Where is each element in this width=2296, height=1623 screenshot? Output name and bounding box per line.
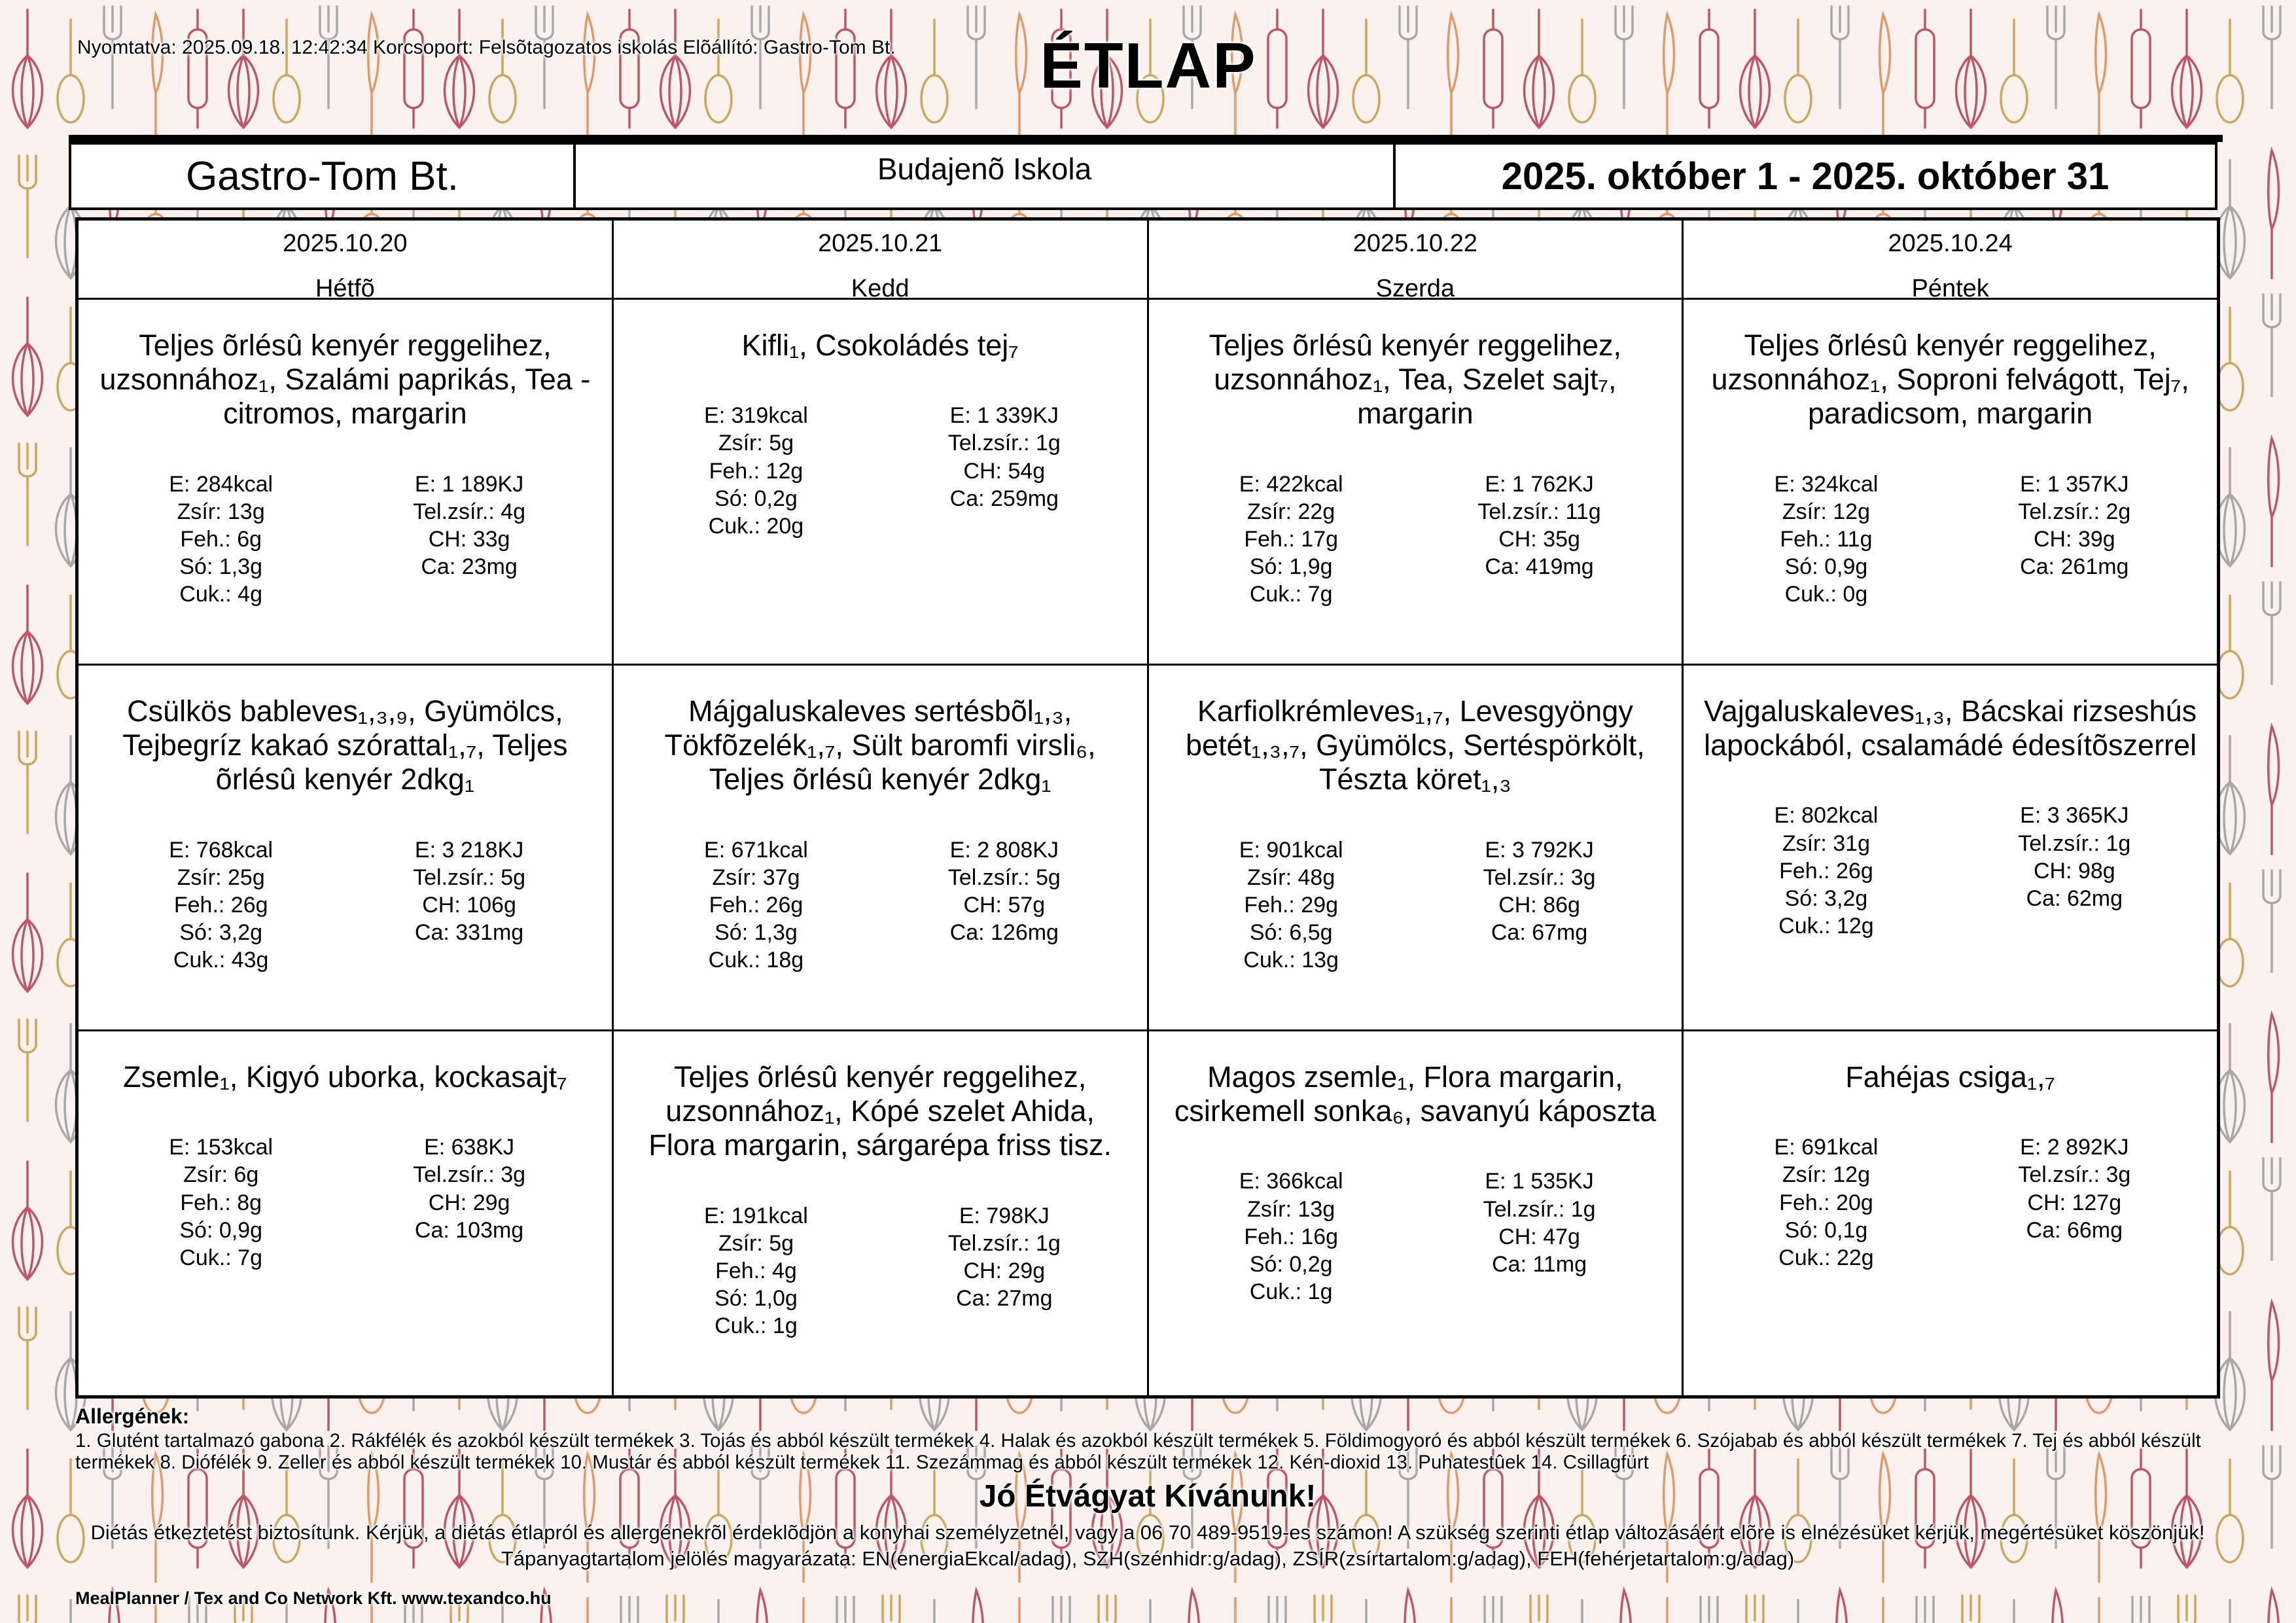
meal-title: Csülkös bableves₁,₃,₉, Gyümölcs, Tejbegríz kakaó szórattal₁,₇, Teljes õrlésû kenyér 2dkg₁ bbox=[122, 694, 568, 796]
menu-row-lunch bbox=[79, 666, 2217, 1031]
nutrition-line: E: 768kcal bbox=[169, 837, 274, 863]
nutrition-line: Feh.: 4g bbox=[715, 1258, 797, 1283]
nutrition-line: Só: 1,3g bbox=[179, 554, 263, 580]
day-header-tuesday bbox=[614, 221, 1149, 302]
period-box bbox=[1393, 142, 2217, 210]
nutrition-right bbox=[880, 1202, 1128, 1340]
nutrition-line: Zsír: 13g bbox=[177, 499, 265, 524]
nutrition-line: E: 366kcal bbox=[1239, 1169, 1343, 1194]
nutrition-line: Ca: 11mg bbox=[1492, 1251, 1587, 1277]
nutrition-line: Zsír: 5g bbox=[718, 431, 794, 456]
nutrition-line: E: 2 808KJ bbox=[949, 837, 1059, 863]
nutrition-line: Cuk.: 1g bbox=[715, 1313, 798, 1339]
nutrition-block bbox=[632, 836, 1129, 974]
nutrition-line: E: 319kcal bbox=[704, 403, 808, 429]
day-name: Péntek bbox=[1911, 275, 1989, 302]
nutrition-right bbox=[345, 1133, 593, 1272]
nutrition-line: CH: 98g bbox=[2033, 858, 2115, 883]
nutrition-line: Cuk.: 7g bbox=[1249, 582, 1333, 607]
nutrition-block bbox=[1702, 802, 2199, 940]
nutrition-right bbox=[1951, 471, 2199, 609]
nutrition-right bbox=[1415, 471, 1663, 609]
nutrition-line: CH: 33g bbox=[428, 526, 510, 552]
menu-cell bbox=[614, 666, 1149, 1029]
day-header-monday bbox=[79, 221, 614, 302]
day-header-wednesday bbox=[1149, 221, 1684, 302]
meal-title: Teljes õrlésû kenyér reggelihez, uzsonnához₁, Tea, Szelet sajt₇, margarin bbox=[1209, 329, 1622, 431]
nutrition-line: Cuk.: 22g bbox=[1778, 1245, 1874, 1270]
nutrition-line: CH: 29g bbox=[428, 1190, 510, 1215]
nutrition-line: E: 3 365KJ bbox=[2020, 803, 2129, 829]
menu-cell bbox=[1684, 666, 2217, 1029]
nutrition-line: Ca: 103mg bbox=[414, 1217, 524, 1243]
menu-row-breakfast bbox=[79, 300, 2217, 666]
nutrition-block bbox=[1702, 1133, 2199, 1272]
nutrition-block bbox=[97, 836, 593, 974]
nutrition-line: E: 691kcal bbox=[1774, 1135, 1879, 1160]
nutrition-left bbox=[1167, 471, 1415, 609]
nutrition-right bbox=[1951, 1133, 2199, 1272]
nutrition-line: Feh.: 26g bbox=[1779, 858, 1873, 883]
nutrition-left bbox=[1702, 802, 1950, 940]
nutrition-line: CH: 35g bbox=[1498, 526, 1580, 552]
nutrition-line: E: 901kcal bbox=[1239, 837, 1343, 863]
menu-cell bbox=[1684, 300, 2217, 664]
nutrition-block bbox=[1167, 471, 1664, 609]
meal-title: Kifli₁, Csokoládés tej₇ bbox=[741, 329, 1019, 362]
nutrition-line: Cuk.: 13g bbox=[1243, 948, 1339, 973]
nutrition-left bbox=[632, 402, 880, 540]
meal-title: Fahéjas csiga₁,₇ bbox=[1845, 1060, 2056, 1094]
nutrition-line: Zsír: 6g bbox=[183, 1162, 259, 1188]
nutrition-line: CH: 54g bbox=[963, 458, 1046, 484]
nutrition-right bbox=[880, 402, 1128, 540]
nutrition-line: Ca: 126mg bbox=[949, 920, 1059, 946]
nutrition-line: Ca: 27mg bbox=[956, 1286, 1053, 1311]
page-footer bbox=[75, 1404, 2220, 1609]
nutrition-line: Tel.zsír.: 5g bbox=[947, 865, 1061, 890]
day-date: 2025.10.20 bbox=[283, 230, 408, 257]
nutrition-line: CH: 127g bbox=[2027, 1190, 2122, 1215]
nutrition-line: E: 671kcal bbox=[704, 837, 808, 863]
nutrition-line: Ca: 62mg bbox=[2026, 885, 2123, 911]
page-title: ÉTLAP bbox=[1040, 29, 1257, 101]
nutrition-left bbox=[632, 1202, 880, 1340]
nutrition-line: Só: 0,2g bbox=[1249, 1251, 1333, 1277]
menu-cell bbox=[614, 300, 1149, 664]
menu-table bbox=[75, 217, 2220, 1399]
school-name: Budajenõ Iskola bbox=[877, 152, 1092, 186]
nutrition-line: Feh.: 6g bbox=[180, 526, 262, 552]
nutrition-left bbox=[1702, 1133, 1950, 1272]
nutrition-line: CH: 106g bbox=[422, 892, 516, 918]
nutrition-block bbox=[1167, 836, 1664, 974]
nutrition-right bbox=[1951, 802, 2199, 940]
meal-title: Magos zsemle₁, Flora margarin, csirkemell sonka₆, savanyú káposzta bbox=[1174, 1060, 1656, 1128]
nutrition-line: Cuk.: 43g bbox=[173, 948, 269, 973]
nutrition-line: Tel.zsír.: 3g bbox=[1483, 865, 1596, 890]
allergens-list: 1. Glutént tartalmazó gabona 2. Rákfélék és azokból készült termékek 3. Tojás és abból készült termékek 4. Halak és azokból készült termékek 5. Földimogyoró és abból készült termékek 6. Szójabab és abból készült termékek 7. Tej és abból készült termékek 8. Diófélék 9. Zeller és abból készült termékek 10. Mustár és abból készült termékek 11. Szezámmag és abból készült termékek 12. Kén-dioxid 13. Puhatestûek 14. Csillagfürt bbox=[75, 1430, 2201, 1474]
nutrition-line: Só: 6,5g bbox=[1249, 920, 1333, 946]
print-info: Nyomtatva: 2025.09.18. 12:42:34 Korcsoport: Felsõtagozatos iskolás Elõállító: Gastro-Tom Bt. bbox=[77, 37, 896, 58]
nutrition-block bbox=[97, 1133, 593, 1272]
nutrition-line: E: 1 535KJ bbox=[1485, 1169, 1594, 1194]
nutrition-left bbox=[97, 471, 345, 609]
nutrition-line: Só: 0,1g bbox=[1784, 1217, 1868, 1243]
menu-row-snack bbox=[79, 1031, 2217, 1395]
menu-cell bbox=[614, 1031, 1149, 1395]
nutrition-line: Ca: 259mg bbox=[949, 486, 1059, 511]
nutrition-line: Tel.zsír.: 1g bbox=[2018, 830, 2131, 856]
nutrition-line: Zsír: 13g bbox=[1247, 1196, 1335, 1222]
nutrition-line: Zsír: 12g bbox=[1782, 499, 1871, 524]
school-box bbox=[573, 142, 1396, 210]
nutrition-block bbox=[1702, 471, 2199, 609]
nutrition-line: Tel.zsír.: 1g bbox=[947, 1230, 1061, 1256]
nutrition-line: E: 1 339KJ bbox=[949, 403, 1059, 429]
meal-title: Karfiolkrémleves₁,₇, Levesgyöngy betét₁,₃,₇, Gyümölcs, Sertéspörkölt, Tészta köret₁,₃ bbox=[1186, 694, 1645, 796]
nutrition-line: Ca: 67mg bbox=[1491, 920, 1588, 946]
nutrition-line: Ca: 23mg bbox=[421, 554, 518, 580]
nutrition-block bbox=[97, 471, 593, 609]
nutrition-line: E: 3 218KJ bbox=[414, 837, 524, 863]
nutrition-line: E: 191kcal bbox=[704, 1203, 808, 1228]
nutrition-right bbox=[880, 836, 1128, 974]
meal-title: Teljes õrlésû kenyér reggelihez, uzsonnához₁, Soproni felvágott, Tej₇, paradicsom, margarin bbox=[1711, 329, 2189, 431]
nutrition-line: Ca: 419mg bbox=[1485, 554, 1594, 580]
meal-title: Teljes õrlésû kenyér reggelihez, uzsonnához₁, Kópé szelet Ahida, Flora margarin, sárgarépa friss tisz. bbox=[648, 1060, 1112, 1162]
day-name: Szerda bbox=[1375, 275, 1455, 302]
nutrition-line: E: 1 189KJ bbox=[414, 471, 524, 497]
nutrition-line: Zsír: 12g bbox=[1782, 1162, 1871, 1188]
nutrition-left bbox=[97, 1133, 345, 1272]
nutrition-line: Zsír: 5g bbox=[718, 1230, 794, 1256]
meal-title: Zsemle₁, Kigyó uborka, kockasajt₇ bbox=[123, 1060, 567, 1094]
nutrition-line: Feh.: 26g bbox=[173, 892, 268, 918]
menu-period: 2025. október 1 - 2025. október 31 bbox=[1501, 154, 2110, 198]
menu-cell bbox=[79, 666, 614, 1029]
nutrition-line: Tel.zsír.: 3g bbox=[413, 1162, 526, 1188]
nutrition-block bbox=[632, 1202, 1129, 1340]
bon-appetit-text: Jó Étvágyat Kívánunk! bbox=[979, 1479, 1316, 1514]
meal-title: Teljes õrlésû kenyér reggelihez, uzsonnához₁, Szalámi paprikás, Tea - citromos, margarin bbox=[99, 329, 591, 431]
nutrition-right bbox=[345, 471, 593, 609]
nutrition-line: Só: 0,2g bbox=[715, 486, 798, 511]
day-header-friday bbox=[1684, 221, 2217, 302]
nutrition-line: Zsír: 25g bbox=[177, 865, 265, 890]
nutrition-line: Cuk.: 7g bbox=[179, 1245, 262, 1270]
nutrition-line: Só: 3,2g bbox=[179, 920, 263, 946]
nutrition-line: E: 638KJ bbox=[424, 1135, 515, 1160]
nutrition-right bbox=[345, 836, 593, 974]
nutrition-line: Só: 0,9g bbox=[1784, 554, 1868, 580]
day-header-row bbox=[79, 221, 2217, 300]
menu-cell bbox=[1149, 1031, 1684, 1395]
nutrition-line: E: 324kcal bbox=[1774, 471, 1879, 497]
day-date: 2025.10.22 bbox=[1352, 230, 1477, 257]
app-credit: MealPlanner / Tex and Co Network Kft. www.texandco.hu bbox=[75, 1588, 552, 1608]
nutrition-line: Cuk.: 20g bbox=[708, 513, 804, 539]
nutrition-line: CH: 39g bbox=[2033, 526, 2115, 552]
menu-cell bbox=[1149, 666, 1684, 1029]
nutrition-line: Feh.: 16g bbox=[1244, 1224, 1339, 1249]
nutrition-line: E: 802kcal bbox=[1774, 803, 1879, 829]
menu-cell bbox=[79, 300, 614, 664]
nutrition-line: Ca: 261mg bbox=[2020, 554, 2129, 580]
meal-title: Vajgaluskaleves₁,₃, Bácskai rizseshús lapockából, csalamádé édesítõszerrel bbox=[1704, 694, 2197, 762]
nutrition-line: Tel.zsír.: 2g bbox=[2018, 499, 2131, 524]
nutrition-line: Só: 0,9g bbox=[179, 1217, 263, 1243]
nutrition-line: Só: 3,2g bbox=[1784, 885, 1868, 911]
nutrition-line: Tel.zsír.: 4g bbox=[413, 499, 526, 524]
nutrition-line: Cuk.: 1g bbox=[1249, 1279, 1333, 1304]
nutrition-line: Tel.zsír.: 1g bbox=[947, 431, 1061, 456]
nutrition-line: E: 422kcal bbox=[1239, 471, 1343, 497]
nutrition-right bbox=[1415, 836, 1663, 974]
nutrition-left bbox=[1167, 1168, 1415, 1306]
nutrition-line: Cuk.: 12g bbox=[1778, 914, 1874, 938]
nutrition-line: Só: 1,9g bbox=[1249, 554, 1333, 580]
nutrition-line: CH: 29g bbox=[963, 1258, 1046, 1283]
nutrition-line: E: 3 792KJ bbox=[1485, 837, 1594, 863]
nutrition-line: Tel.zsír.: 3g bbox=[2018, 1162, 2131, 1188]
nutrition-line: Ca: 331mg bbox=[414, 920, 524, 946]
header-band bbox=[69, 135, 2223, 210]
nutrition-left bbox=[632, 836, 880, 974]
nutrition-line: E: 284kcal bbox=[169, 471, 274, 497]
nutrition-line: E: 1 357KJ bbox=[2020, 471, 2129, 497]
nutrition-line: E: 153kcal bbox=[169, 1135, 274, 1160]
meal-title: Májgaluskaleves sertésbõl₁,₃, Tökfõzelék₁,₇, Sült baromfi virsli₆, Teljes õrlésû kenyér 2dkg₁ bbox=[664, 694, 1096, 796]
nutrition-line: Zsír: 31g bbox=[1782, 830, 1871, 856]
nutrition-line: CH: 86g bbox=[1498, 892, 1580, 918]
nutrition-line: Zsír: 22g bbox=[1247, 499, 1335, 524]
nutrition-line: Cuk.: 0g bbox=[1784, 582, 1868, 607]
nutrition-line: CH: 47g bbox=[1498, 1224, 1580, 1249]
nutrition-line: Tel.zsír.: 11g bbox=[1477, 499, 1601, 524]
nutrition-block bbox=[632, 402, 1129, 540]
nutrition-line: Feh.: 20g bbox=[1779, 1190, 1873, 1215]
nutrition-line: Tel.zsír.: 5g bbox=[413, 865, 526, 890]
day-date: 2025.10.24 bbox=[1888, 230, 2013, 257]
allergens-title: Allergének: bbox=[75, 1404, 190, 1428]
nutrition-right bbox=[1415, 1168, 1663, 1306]
nutrition-line: Cuk.: 18g bbox=[708, 948, 804, 973]
nutrition-line: Feh.: 17g bbox=[1244, 526, 1339, 552]
nutrition-line: Tel.zsír.: 1g bbox=[1483, 1196, 1596, 1222]
nutrition-line: Só: 1,0g bbox=[715, 1286, 798, 1311]
nutrition-line: Zsír: 48g bbox=[1247, 865, 1335, 890]
nutrition-line: Cuk.: 4g bbox=[179, 582, 262, 607]
day-name: Hétfõ bbox=[315, 275, 375, 302]
day-name: Kedd bbox=[851, 275, 910, 302]
menu-cell bbox=[79, 1031, 614, 1395]
nutrition-line: CH: 57g bbox=[963, 892, 1046, 918]
provider-box bbox=[69, 142, 576, 210]
menu-cell bbox=[1149, 300, 1684, 664]
nutrition-line: Só: 1,3g bbox=[715, 920, 798, 946]
nutrition-line: E: 1 762KJ bbox=[1485, 471, 1594, 497]
nutrition-line: Ca: 66mg bbox=[2026, 1217, 2123, 1243]
nutrition-line: Zsír: 37g bbox=[712, 865, 800, 890]
nutrition-left bbox=[97, 836, 345, 974]
nutrition-line: Feh.: 12g bbox=[709, 458, 804, 484]
nutrition-line: E: 2 892KJ bbox=[2020, 1135, 2129, 1160]
nutrition-line: Feh.: 11g bbox=[1780, 526, 1873, 552]
nutrition-left bbox=[1702, 471, 1950, 609]
nutrition-line: E: 798KJ bbox=[959, 1203, 1050, 1228]
nutrition-line: Feh.: 26g bbox=[709, 892, 804, 918]
nutrition-line: Feh.: 8g bbox=[180, 1190, 262, 1215]
nutrition-line: Feh.: 29g bbox=[1244, 892, 1339, 918]
nutrition-block bbox=[1167, 1168, 1664, 1306]
menu-cell bbox=[1684, 1031, 2217, 1395]
nutrition-left bbox=[1167, 836, 1415, 974]
diet-info-text: Diétás étkeztetést biztosítunk. Kérjük, a diétás étlapról és allergénekrõl érdeklõdjön a konyhai személyzetnél, vagy a 06 70 489-9519-es számon! A szükség szerinti étlap változásáért elõre is elnézésüket kérjük, megértésüket köszönjük! Tápanyagtartalom jelölés magyarázata: EN(energiaEkcal/adag), SZH(szénhidr:g/adag), ZSÍR(zsírtartalom:g/adag), FEH(fehérjetartalom:g/adag) bbox=[90, 1521, 2205, 1571]
provider-name: Gastro-Tom Bt. bbox=[186, 153, 459, 199]
day-date: 2025.10.21 bbox=[818, 230, 943, 257]
